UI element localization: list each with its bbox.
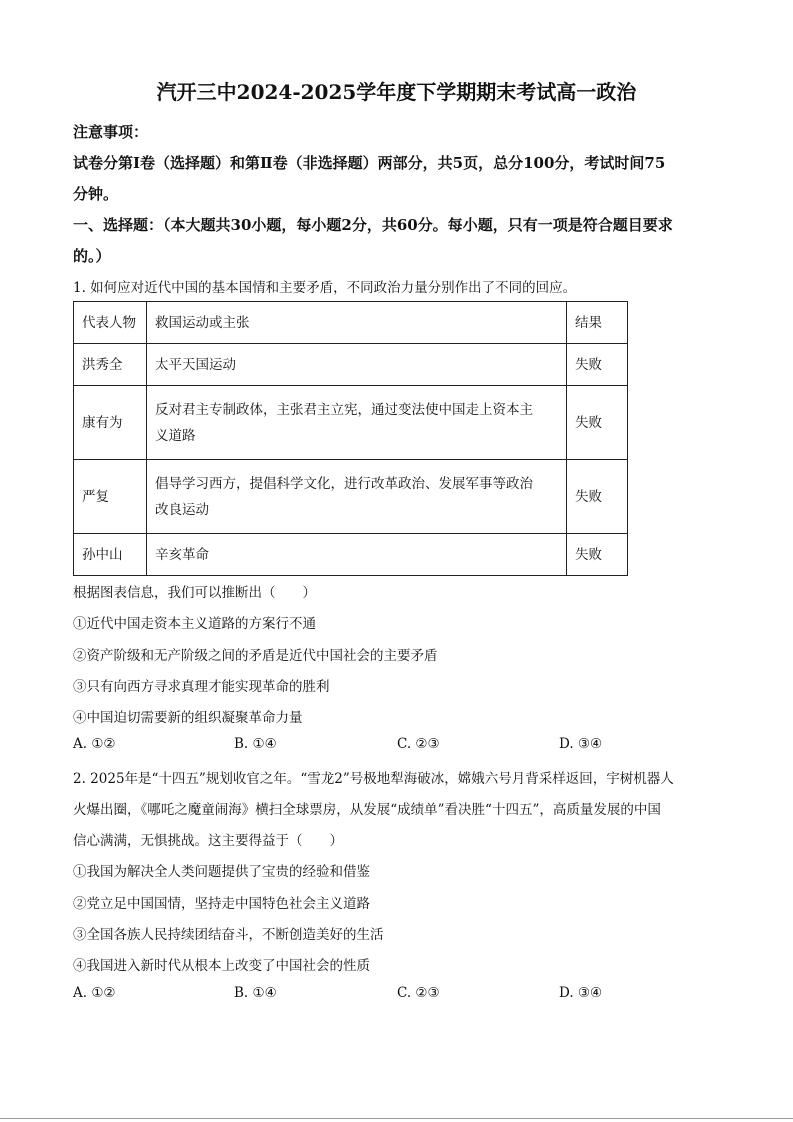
question-1-stem: 1. 如何应对近代中国的基本国情和主要矛盾，不同政治力量分别作出了不同的回应。 <box>73 280 577 296</box>
movement-text: 义道路 <box>155 427 196 444</box>
movement-text: 辛亥革命 <box>155 546 209 563</box>
table-header-row <box>74 302 628 344</box>
person-cell: 康有为 <box>74 386 147 460</box>
movement-cell <box>147 534 567 576</box>
movement-text: 倡导学习西方，提倡科学文化，进行改革政治、发展军事等政治 <box>155 475 533 492</box>
notice-line-1: 试卷分第Ⅰ卷（选择题）和第Ⅱ卷（非选择题）两部分，共5页，总分100分，考试时间75 <box>73 154 666 172</box>
person-cell: 严复 <box>74 460 147 534</box>
movement-cell <box>147 460 567 534</box>
table-header-cell: 代表人物 <box>74 302 147 344</box>
table-header-cell: 结果 <box>567 302 628 344</box>
option-b[interactable]: B. ①④ <box>234 985 277 1001</box>
notice-line-2: 分钟。 <box>73 185 119 203</box>
movement-text: 改良运动 <box>155 501 209 518</box>
table-row <box>74 460 628 534</box>
question-2-stem-line: 火爆出圈，《哪吒之魔童闹海》横扫全球票房，从发展“成绩单”看决胜“十四五”，高质量发展的中国 <box>73 802 661 818</box>
section-heading-line-1: 一、选择题：（本大题共30小题，每小题2分，共60分。每小题，只有一项是符合题目要求 <box>73 216 673 234</box>
page-bottom-divider <box>0 1118 793 1119</box>
section-heading-line-2: 的。） <box>73 247 111 265</box>
movement-cell <box>147 386 567 460</box>
option-c[interactable]: C. ②③ <box>397 985 440 1001</box>
question-1-statement: ②资产阶级和无产阶级之间的矛盾是近代中国社会的主要矛盾 <box>73 648 438 664</box>
person-cell: 孙中山 <box>74 534 147 576</box>
question-2-statement: ③全国各族人民持续团结奋斗，不断创造美好的生活 <box>73 927 384 943</box>
movement-text: 反对君主专制政体，主张君主立宪，通过变法使中国走上资本主 <box>155 401 533 418</box>
question-1-prompt: 根据图表信息，我们可以推断出（ ） <box>73 585 316 601</box>
question-1-statement: ④中国迫切需要新的组织凝聚革命力量 <box>73 710 303 726</box>
result-cell: 失败 <box>567 534 628 576</box>
movement-cell <box>147 344 567 386</box>
question-1-table <box>73 301 628 576</box>
person-cell: 洪秀全 <box>74 344 147 386</box>
notice-heading: 注意事项： <box>73 123 149 141</box>
question-1-statement: ①近代中国走资本主义道路的方案行不通 <box>73 616 316 632</box>
table-row <box>74 386 628 460</box>
exam-title: 汽开三中2024-2025学年度下学期期末考试高一政治 <box>156 80 637 104</box>
question-2-stem-line: 2. 2025年是“十四五”规划收官之年。“雪龙2”号极地犁海破冰，嫦娥六号月背采样返回，宇树机器人 <box>73 771 674 787</box>
option-a[interactable]: A. ①② <box>73 736 116 752</box>
question-2-statement: ①我国为解决全人类问题提供了宝贵的经验和借鉴 <box>73 864 370 880</box>
result-cell: 失败 <box>567 460 628 534</box>
question-1-statement: ③只有向西方寻求真理才能实现革命的胜利 <box>73 679 330 695</box>
option-d[interactable]: D. ③④ <box>559 985 603 1001</box>
option-c[interactable]: C. ②③ <box>397 736 440 752</box>
table-header-cell: 救国运动或主张 <box>147 302 567 344</box>
question-2-statement: ②党立足中国国情，坚持走中国特色社会主义道路 <box>73 896 370 912</box>
table-row <box>74 344 628 386</box>
question-2-statement: ④我国进入新时代从根本上改变了中国社会的性质 <box>73 958 370 974</box>
option-b[interactable]: B. ①④ <box>234 736 277 752</box>
table-row <box>74 534 628 576</box>
result-cell: 失败 <box>567 386 628 460</box>
option-a[interactable]: A. ①② <box>73 985 116 1001</box>
result-cell: 失败 <box>567 344 628 386</box>
option-d[interactable]: D. ③④ <box>559 736 603 752</box>
movement-text: 太平天国运动 <box>155 356 236 373</box>
question-2-stem-line: 信心满满，无惧挑战。这主要得益于（ ） <box>73 833 343 849</box>
